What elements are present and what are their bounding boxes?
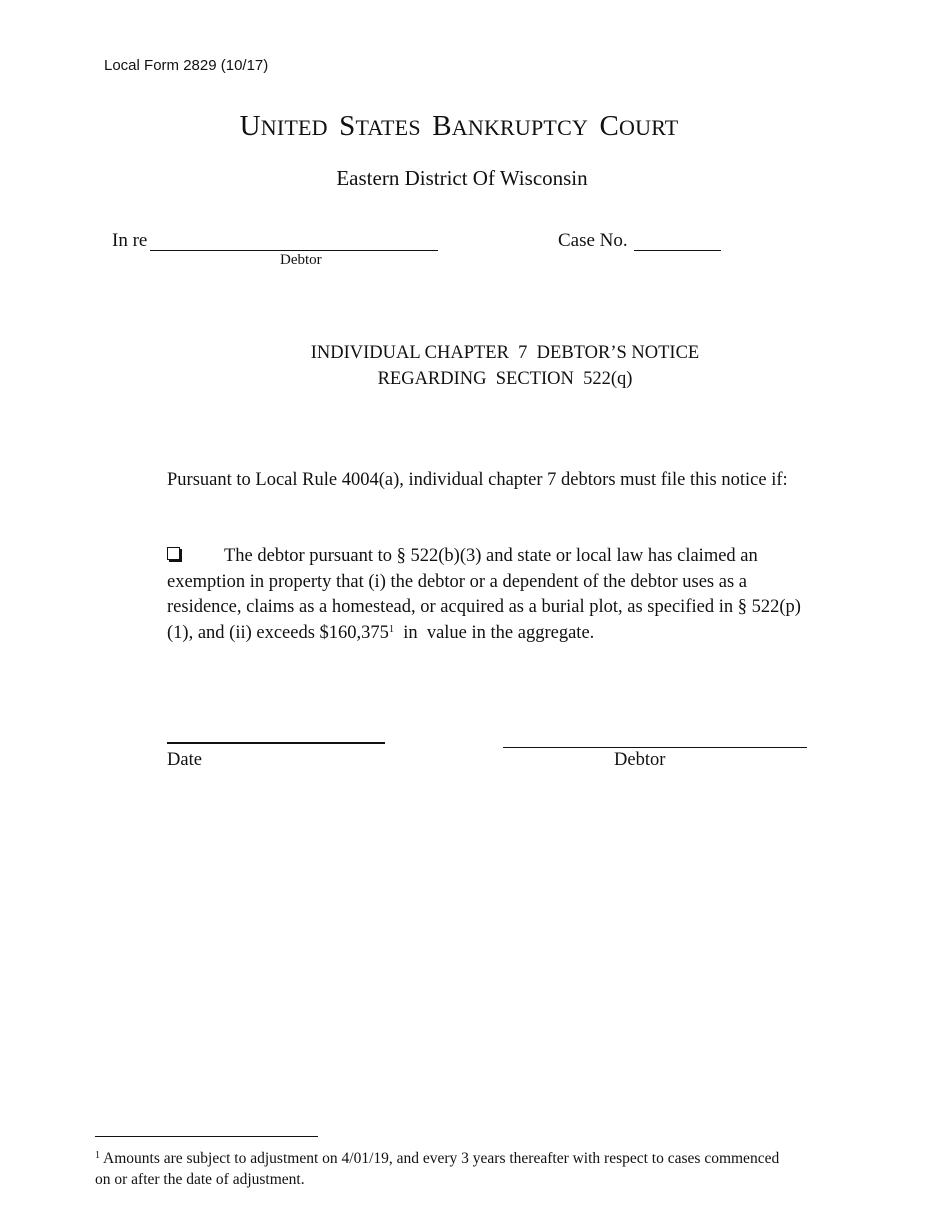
debtor-name-field[interactable] [150, 250, 438, 251]
court-word: BANKRUPTCY [432, 110, 589, 142]
form-number: Local Form 2829 (10/17) [104, 57, 269, 74]
condition-text: The debtor pursuant to § 522(b)(3) and state or local law has claimed an exemption in property that (i) the debtor or a dependent of the debtor uses as a residence, claims as a homestead, or acquired as a burial plot, as specified in § 522(p)(1), and (ii) exceeds $160,375 [167, 546, 801, 643]
notice-title [170, 340, 840, 392]
debtor-signature-line[interactable] [503, 747, 807, 748]
date-signature-line[interactable] [167, 742, 385, 744]
court-name [0, 110, 918, 143]
footnote-divider [95, 1136, 318, 1137]
district-name: Eastern District Of Wisconsin [336, 166, 588, 190]
in-re-label: In re [112, 230, 148, 251]
notice-title-line-1: INDIVIDUAL CHAPTER 7 DEBTOR’S NOTICE [310, 343, 700, 363]
intro-paragraph: Pursuant to Local Rule 4004(a), individual chapter 7 debtors must file this notice if: [167, 470, 788, 490]
condition-tail: in value in the aggregate. [393, 622, 595, 643]
debtor-caption: Debtor [280, 252, 322, 268]
footnote-mark: 1 [95, 1150, 100, 1161]
case-number-field[interactable] [634, 250, 721, 251]
court-word: COURT [599, 110, 679, 142]
date-label: Date [167, 750, 202, 770]
footnote-text: Amounts are subject to adjustment on 4/01/19, and every 3 years thereafter with respect to cases commenced on or after the date of adjustment. [95, 1150, 780, 1188]
condition-paragraph [167, 544, 807, 646]
court-word: STATES [339, 110, 421, 142]
case-no-label: Case No. [558, 230, 628, 251]
court-word: UNITED [239, 110, 328, 142]
footnote [95, 1148, 795, 1190]
notice-title-line-2: REGARDING SECTION 522(q) [377, 369, 633, 389]
debtor-signature-label: Debtor [614, 750, 666, 770]
condition-checkbox[interactable] [167, 547, 180, 560]
footnote-reference: 1 [388, 623, 394, 635]
